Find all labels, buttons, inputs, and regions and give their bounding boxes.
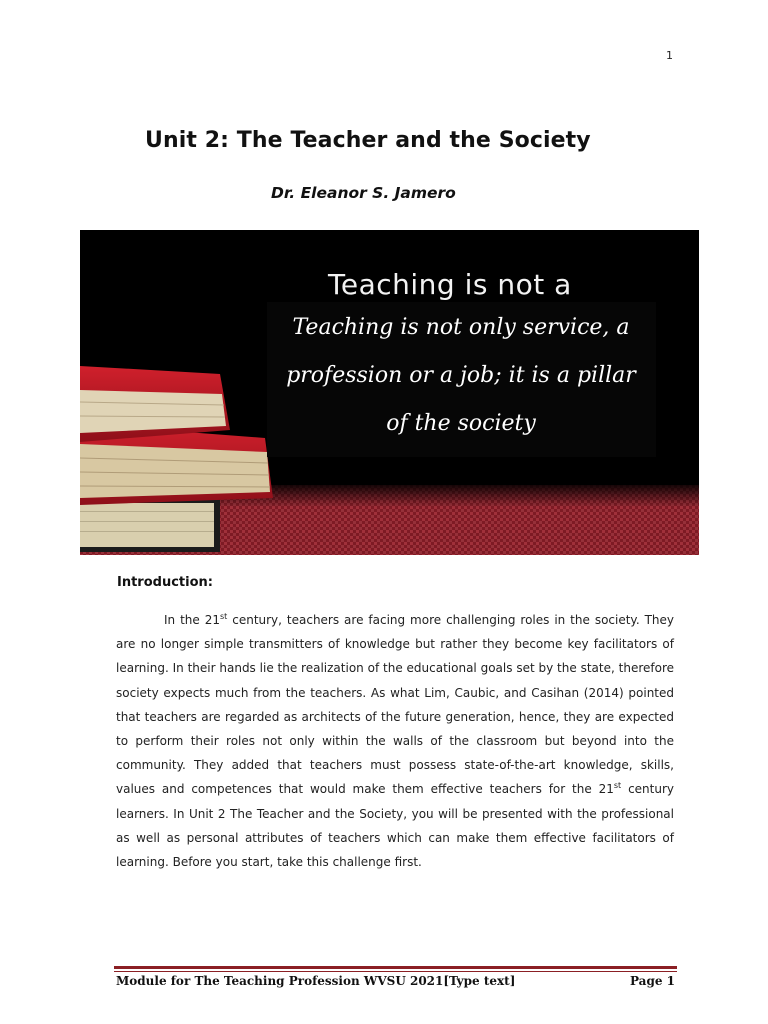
- introduction-heading: Introduction:: [117, 575, 213, 590]
- ordinal-suffix: st: [613, 781, 622, 791]
- footer-rule-thin: [114, 971, 677, 972]
- book-bottom-pages: [80, 503, 214, 547]
- banner-quote: Teaching is not only service, a profession or a job; it is a pillar of the society: [286, 315, 636, 436]
- book-top-pages: [80, 390, 226, 433]
- intro-text-3: century learners. In Unit 2 The Teacher and the Society, you will be presented with the professional as well as personal attributes of teachers which can make them effective facilitators of learning. Before you start, take this challenge first.: [116, 782, 674, 870]
- footer-module-label: Module for The Teaching Profession WVSU 2021[Type text]: [116, 974, 516, 988]
- intro-text-1: In the 21: [164, 613, 220, 627]
- banner-image: [80, 230, 699, 555]
- banner-ghost-text: Teaching is not a: [328, 268, 572, 301]
- footer-rule: [114, 966, 677, 969]
- author-name: Dr. Eleanor S. Jamero: [271, 184, 456, 202]
- intro-text-2: century, teachers are facing more challenging roles in the society. They are no longer simple transmitters of knowledge but rather they become key facilitators of learning. In their hands lie the realization of the educational goals set by the state, therefore society expects much from the teachers. As what Lim, Caubic, and Casihan (2014) pointed that teachers are regarded as architects of the future generation, hence, they are expected to perform their roles not only within the walls of the classroom but beyond into the community. They added that teachers must possess state-of-the-art knowledge, skills, values and competences that would make them effective teachers for the 21: [116, 613, 674, 797]
- footer-page-label: Page 1: [629, 974, 675, 988]
- page-number: 1: [666, 49, 673, 62]
- book-middle-pages: [80, 444, 270, 498]
- ordinal-suffix: st: [219, 612, 228, 621]
- introduction-paragraph: [116, 608, 674, 874]
- page-title: Unit 2: The Teacher and the Society: [145, 128, 591, 153]
